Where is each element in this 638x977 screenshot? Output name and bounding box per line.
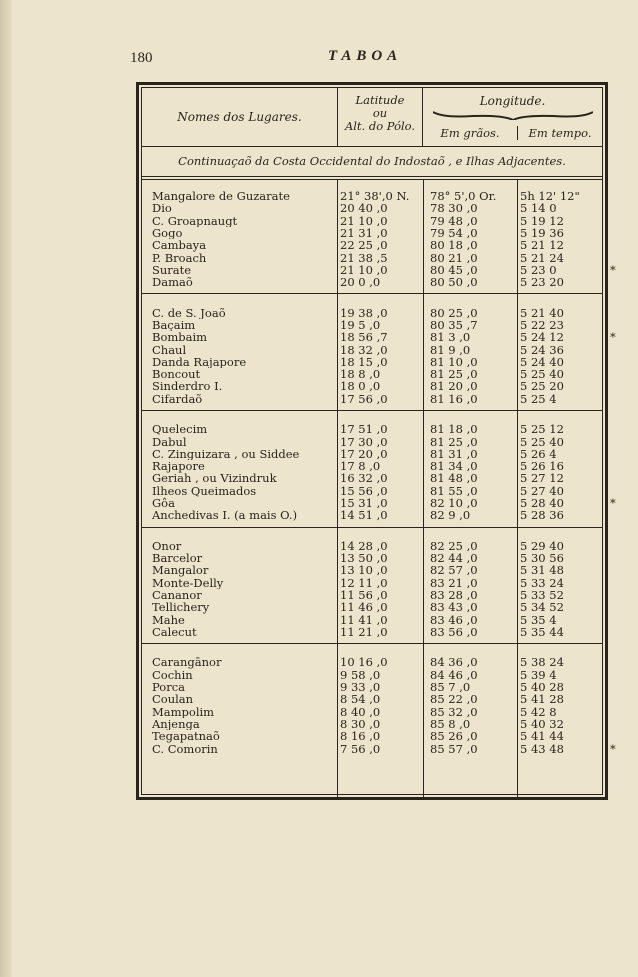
longitude-time-value: 5 31 48 [520,563,564,578]
latitude-value: 18 15 ,0 [340,354,388,369]
longitude-time-value: 5 43 48 [520,741,564,756]
longitude-time-value: 5 23 20 [520,275,564,290]
longitude-degrees-value: 85 57 ,0 [430,741,478,756]
place-name: C. de S. Joaõ [152,306,226,320]
longitude-time-value: 5 28 40 [520,496,564,510]
longitude-time-value: 5 42 8 [520,704,557,719]
longitude-degrees-value: 82 9 ,0 [430,508,471,523]
table-row [142,730,602,743]
longitude-time-value: 5 39 4 [520,667,557,682]
place-name: Bombaim [152,331,208,344]
group-divider [142,293,602,294]
longitude-time-value: 5 40 28 [520,680,564,694]
place-name: Dabul [152,435,187,448]
latitude-value: 14 28 ,0 [340,538,388,553]
longitude-time-value: 5 19 36 [520,225,564,240]
place-name: Porca [152,681,185,694]
latitude-value: 18 56 ,7 [340,330,388,345]
longitude-degrees-value: 79 54 ,0 [430,225,478,240]
latitude-value: 8 54 ,0 [340,692,381,707]
latitude-value: 17 56 ,0 [340,391,388,406]
latitude-value: 12 11 ,0 [340,575,388,590]
header-place-names: Nomes dos Lugares. [177,110,302,124]
place-name: Tegapatnaõ [152,730,220,743]
longitude-degrees-value: 83 56 ,0 [430,624,478,639]
longitude-degrees-value: 79 48 ,0 [430,213,478,228]
latitude-value: 10 16 ,0 [340,655,388,670]
table-row [142,693,602,706]
latitude-value: 17 51 ,0 [340,422,388,437]
place-name: Mangalore de Guzarate [152,190,290,203]
longitude-time-value: 5 25 4 [520,391,557,406]
longitude-time-value: 5 27 12 [520,471,564,486]
table-row [142,509,602,522]
latitude-value: 17 20 ,0 [340,446,388,461]
place-name: Cifardaõ [152,392,203,406]
header-long-degrees: Em grãos. [440,126,500,140]
longitude-degrees-value: 83 43 ,0 [430,600,478,615]
table-row [142,330,616,345]
longitude-degrees-value: 85 7 ,0 [430,680,471,694]
reference-mark: * [610,262,616,277]
longitude-time-value: 5 24 12 [520,330,564,345]
longitude-degrees-value: 81 25 ,0 [430,434,478,449]
longitude-time-value: 5 21 40 [520,305,564,320]
longitude-time-value: 5 41 44 [520,729,564,744]
header-latitude [337,88,423,146]
latitude-value: 16 32 ,0 [340,471,388,486]
place-name: Geriah , ou Vizindruk [152,472,277,485]
subtitle-divider-1 [142,176,602,177]
longitude-degrees-value: 80 35 ,7 [430,317,478,332]
longitude-time-value: 5 25 40 [520,434,564,449]
longitude-degrees-value: 85 22 ,0 [430,692,478,707]
latitude-value: 21° 38',0 N. [340,189,410,203]
latitude-value: 13 10 ,0 [340,563,388,578]
table-frame [136,82,616,800]
place-name: Carangānor [152,656,222,669]
latitude-value: 8 16 ,0 [340,729,381,744]
place-name: P. Broach [152,251,207,264]
place-name: Cananor [152,589,202,602]
place-name: Danda Rajapore [152,355,247,369]
latitude-value: 11 56 ,0 [340,588,388,602]
table-row [142,626,602,639]
page-gutter [0,0,12,977]
longitude-time-value: 5 21 12 [520,238,564,253]
table-row [142,276,602,289]
place-name: Baçaim [152,318,196,332]
longitude-degrees-value: 81 55 ,0 [430,483,478,498]
reference-mark: * [610,496,616,510]
latitude-value: 21 10 ,0 [340,213,388,228]
longitude-time-value: 5 29 40 [520,538,564,553]
longitude-degrees-value: 80 18 ,0 [430,238,478,253]
longitude-degrees-value: 78° 5',0 Or. [430,189,497,203]
place-name: Monte-Delly [152,576,224,590]
longitude-time-value: 5 27 40 [520,483,564,498]
group-divider [142,410,602,411]
latitude-value: 20 40 ,0 [340,201,388,216]
longitude-time-value: 5 40 32 [520,716,564,731]
place-name: Gôa [152,497,175,510]
latitude-value: 21 10 ,0 [340,262,388,277]
place-name: Rajapore [152,460,205,473]
longitude-time-value: 5 25 40 [520,367,564,382]
latitude-value: 15 56 ,0 [340,483,388,498]
longitude-degrees-value: 80 25 ,0 [430,305,478,320]
longitude-time-value: 5 34 52 [520,600,564,615]
table-inner [141,87,616,795]
longitude-time-value: 5 35 4 [520,612,557,627]
longitude-degrees-value: 82 44 ,0 [430,551,478,566]
longitude-time-value: 5 25 12 [520,422,564,437]
longitude-time-value: 5h 12' 12" [520,189,580,203]
place-name: Boncout [152,368,201,381]
place-name: C. Comorin [152,742,218,755]
place-name: Onor [152,539,182,553]
place-name: Anchedivas I. (a mais O.) [152,509,298,522]
longitude-degrees-value: 81 48 ,0 [430,471,478,486]
longitude-degrees-value: 81 16 ,0 [430,391,478,406]
longitude-degrees-value: 83 28 ,0 [430,588,478,602]
table-row [142,393,602,406]
longitude-degrees-value: 80 21 ,0 [430,250,478,265]
longitude-degrees-value: 85 32 ,0 [430,704,478,719]
page-number: 180 [130,50,153,66]
group-divider [142,527,602,528]
latitude-value: 11 46 ,0 [340,600,388,615]
place-name: Gogo [152,226,183,240]
latitude-value: 7 56 ,0 [340,741,381,756]
latitude-value: 18 8 ,0 [340,367,381,382]
header-longitude-title: Longitude. [479,94,546,108]
table-row [142,423,602,436]
group-divider [142,643,602,644]
reference-mark: * [610,741,616,756]
latitude-value: 15 31 ,0 [340,496,388,510]
latitude-value: 22 25 ,0 [340,238,388,253]
longitude-time-value: 5 26 4 [520,446,557,461]
latitude-value: 18 32 ,0 [340,342,388,357]
place-name: Dio [152,202,172,215]
longitude-time-value: 5 41 28 [520,692,564,707]
longitude-degrees-value: 81 25 ,0 [430,367,478,382]
place-name: Ilheos Queimados [152,484,257,498]
longitude-time-value: 5 22 23 [520,317,564,332]
place-name: C. Groapnaugt [152,214,238,228]
latitude-value: 18 0 ,0 [340,379,381,394]
latitude-value: 19 5 ,0 [340,317,381,332]
latitude-value: 11 41 ,0 [340,612,388,627]
longitude-time-value: 5 25 20 [520,379,564,394]
place-name: Chaul [152,343,187,356]
longitude-time-value: 5 21 24 [520,250,564,265]
latitude-value: 9 58 ,0 [340,667,381,682]
longitude-degrees-value: 85 26 ,0 [430,729,478,744]
longitude-degrees-value: 81 18 ,0 [430,422,478,437]
longitude-degrees-value: 83 46 ,0 [430,612,478,627]
latitude-value: 20 0 ,0 [340,275,381,290]
section-subtitle: Continuaçaõ da Costa Occidental do Indostaõ , e Ilhas Adjacentes. [178,154,566,168]
latitude-value: 19 38 ,0 [340,305,388,320]
latitude-value: 11 21 ,0 [340,624,388,639]
latitude-value: 8 40 ,0 [340,704,381,719]
latitude-value: 9 33 ,0 [340,680,381,694]
longitude-degrees-value: 78 30 ,0 [430,201,478,216]
place-name: Tellichery [152,601,210,614]
header-divider [142,146,602,147]
header-lat-line2: ou [372,106,388,120]
latitude-value: 17 8 ,0 [340,459,381,474]
header-long-time: Em tempo. [517,126,602,140]
place-name: Damaõ [152,276,193,289]
latitude-value: 17 30 ,0 [340,434,388,449]
table-row [142,741,616,756]
longitude-degrees-value: 81 9 ,0 [430,342,471,357]
place-name: Surate [152,263,192,277]
longitude-time-value: 5 28 36 [520,508,564,523]
subtitle-divider-2 [142,179,602,180]
table-row [142,239,602,252]
place-name: Anjenga [152,717,200,731]
place-name: Cambaya [152,239,207,252]
longitude-degrees-value: 81 31 ,0 [430,446,478,461]
longitude-degrees-value: 81 34 ,0 [430,459,478,474]
longitude-degrees-value: 84 36 ,0 [430,655,478,670]
brace-icon [433,110,593,120]
place-name: Calecut [152,625,197,639]
table-row [142,601,602,614]
latitude-value: 13 50 ,0 [340,551,388,566]
place-name: Cochin [152,668,193,682]
longitude-degrees-value: 81 20 ,0 [430,379,478,394]
longitude-time-value: 5 24 36 [520,342,564,357]
place-name: Mampolim [152,705,215,719]
longitude-time-value: 5 23 0 [520,262,557,277]
place-name: Mangalor [152,564,209,577]
place-name: Quelecim [152,423,208,436]
latitude-value: 21 38 ,5 [340,250,388,265]
longitude-time-value: 5 19 12 [520,213,564,228]
running-head: TABOA [328,48,403,64]
longitude-degrees-value: 82 57 ,0 [430,563,478,578]
header-lat-line1: Latitude [355,93,405,107]
longitude-time-value: 5 14 0 [520,201,557,216]
longitude-degrees-value: 82 25 ,0 [430,538,478,553]
longitude-degrees-value: 81 10 ,0 [430,354,478,369]
longitude-time-value: 5 33 52 [520,588,564,602]
longitude-degrees-value: 81 3 ,0 [430,330,471,345]
place-name: Barcelor [152,552,203,565]
latitude-value: 21 31 ,0 [340,225,388,240]
latitude-value: 14 51 ,0 [340,508,388,523]
header-longitude [423,88,602,146]
place-name: C. Zinguizara , ou Siddee [152,447,300,461]
longitude-time-value: 5 30 56 [520,551,564,566]
longitude-time-value: 5 26 16 [520,459,564,474]
longitude-degrees-value: 84 46 ,0 [430,667,478,682]
table-row [142,202,602,215]
longitude-time-value: 5 24 40 [520,354,564,369]
longitude-time-value: 5 35 44 [520,624,564,639]
longitude-time-value: 5 33 24 [520,575,564,590]
place-name: Sinderdro I. [152,380,223,393]
longitude-degrees-value: 80 50 ,0 [430,275,478,290]
longitude-degrees-value: 80 45 ,0 [430,262,478,277]
latitude-value: 8 30 ,0 [340,716,381,731]
longitude-time-value: 5 38 24 [520,655,564,670]
longitude-degrees-value: 82 10 ,0 [430,496,478,510]
longitude-degrees-value: 85 8 ,0 [430,716,471,731]
place-name: Coulan [152,693,194,706]
longitude-degrees-value: 83 21 ,0 [430,575,478,590]
place-name: Mahe [152,613,185,627]
reference-mark: * [610,330,616,345]
header-lat-line3: Alt. do Pólo. [344,119,416,133]
